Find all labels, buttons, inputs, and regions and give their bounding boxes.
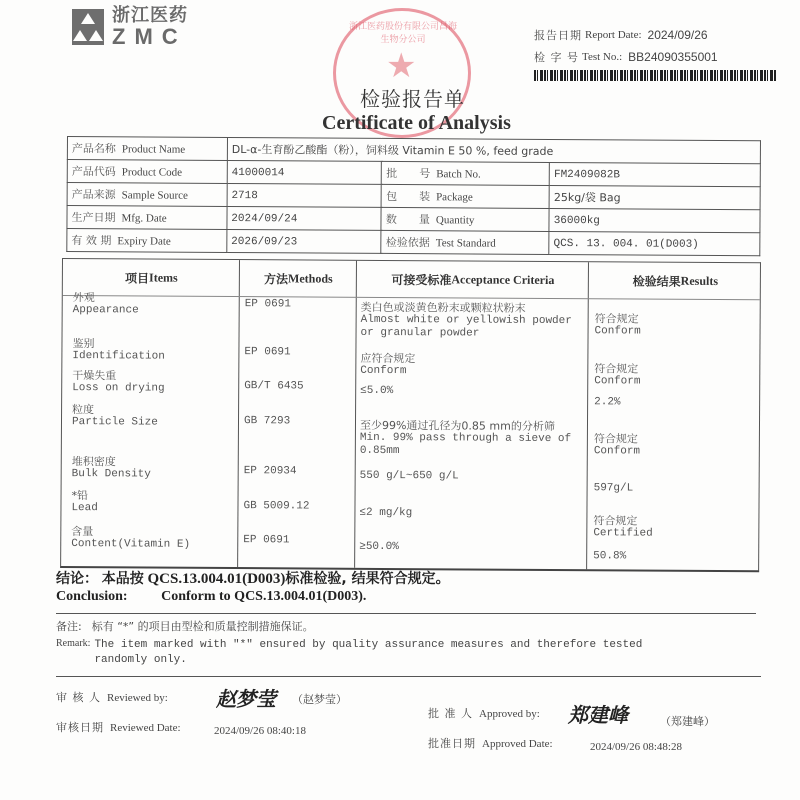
approver-block: 批 准 人 Approved by: 郑建峰 （郑建峰） 批准日期 Approved Date: 2024/09/26 08:48:28 [428, 705, 758, 755]
criteria-identification: 应符合规定 Conform [360, 351, 416, 378]
row-product-name: 产品名称 Product Name DL-α-生育酚乙酸酯（粉），饲料级 Vitamin E 50 %, feed grade [67, 137, 760, 164]
remark: 备注: 标有 “*” 的项目由型检和质量控制措施保证。 Remark: The item marked with "*" ensured by quality assurance measures and therefore tested randomly only. [56, 620, 643, 666]
header-items: 项目 Items [124, 270, 178, 286]
method-appearance: EP 0691 [244, 298, 291, 311]
item-content: 含量 Content(Vitamin E) [71, 525, 191, 551]
conclusion-standard: QCS.13.004.01(D003) [147, 571, 286, 587]
row-sample-source: 产品来源 Sample Source 2718 包 装 Package 25kg/袋 Bag [67, 183, 760, 210]
mfg-date-value: 2024/09/24 [231, 213, 298, 226]
item-lead: *铅 Lead [71, 489, 98, 515]
header-criteria: 可接受标准 Acceptance Criteria [391, 271, 555, 287]
expiry-date-value: 2026/09/23 [231, 236, 298, 249]
test-no-row: 检 字 号 Test No.: BB24090355001 [534, 50, 718, 64]
package-value: 25kg/袋 Bag [553, 190, 621, 205]
product-code-value: 41000014 [231, 167, 285, 180]
seal-star-icon: ★ [386, 46, 417, 86]
result-bulk-density: 597g/L [593, 482, 634, 495]
method-loss-on-drying: GB/T 6435 [244, 380, 304, 393]
result-particle-size: 符合规定 Conform [593, 432, 641, 458]
reviewer-signature: 赵梦莹 [216, 687, 276, 711]
test-results-table [60, 258, 761, 572]
item-bulk-density: 堆积密度 Bulk Density [71, 455, 151, 481]
criteria-appearance: 类白色或淡黄色粉末或颗粒状粉末 Almost white or yellowish powder or granular powder [360, 300, 572, 340]
product-info-table [66, 136, 761, 256]
divider [56, 676, 761, 677]
product-name-value: DL-α-生育酚乙酸酯（粉），饲料级 Vitamin E 50 %, feed grade [231, 143, 554, 158]
report-header-info [534, 24, 718, 68]
criteria-lead: ≤2 mg/kg [359, 506, 413, 520]
test-no: BB24090355001 [628, 50, 718, 64]
quantity-value: 36000kg [553, 214, 600, 228]
method-content: EP 0691 [243, 534, 290, 547]
criteria-bulk-density: 550 g/L~650 g/L [359, 469, 459, 483]
row-product-code: 产品代码 Product Code 41000014 批 号 Batch No. FM2409082B [67, 160, 760, 187]
criteria-particle-size: 至少99%通过孔径为0.85 mm的分析筛 Min. 99% pass through a sieve of 0.85mm [359, 418, 572, 458]
item-loss-on-drying: 干燥失重 Loss on drying [72, 369, 165, 395]
method-bulk-density: EP 20934 [243, 465, 297, 478]
seal-text: 浙江医药股份有限公司昌海生物分公司 [348, 22, 457, 45]
result-appearance: 符合规定 Conform [594, 312, 641, 338]
conclusion: 结论： 本品按 QCS.13.004.01(D003)标准检验, 结果符合规定。 Conclusion: Conform to QCS.13.004.01(D003). [56, 571, 450, 604]
divider [56, 613, 756, 614]
method-particle-size: GB 7293 [243, 415, 291, 428]
approver-signature: 郑建峰 [568, 703, 628, 727]
company-logo [72, 6, 188, 48]
report-date-row: 报告日期 Report Date: 2024/09/26 [534, 28, 708, 42]
title-cn: 检验报告单 [360, 87, 465, 111]
item-particle-size: 粒度 Particle Size [71, 403, 158, 429]
header-results: 检验结果 Results [632, 273, 719, 289]
batch-no-value: FM2409082B [553, 168, 621, 182]
header-methods: 方法 Methods [263, 270, 333, 286]
result-loss-on-drying: 2.2% [594, 396, 621, 409]
row-expiry-date: 有 效 期 Expiry Date 2026/09/23 检验依据 Test Standard QCS. 13. 004. 01(D003) [67, 229, 760, 256]
item-identification: 鉴别 Identification [72, 337, 165, 363]
reviewer-printed-name: （赵梦莹） [292, 693, 347, 706]
logo-en-text: ZMC [112, 23, 187, 49]
row-mfg-date: 生产日期 Mfg. Date 2024/09/24 数 量 Quantity 36000kg [67, 206, 760, 233]
logo-cn-text: 浙江医药 [112, 4, 188, 26]
title-en: Certificate of Analysis [322, 112, 511, 134]
result-identification: 符合规定 Conform [594, 362, 641, 388]
zmc-logo-icon [72, 9, 104, 45]
result-lead: 符合规定 Certified [593, 514, 653, 540]
reviewed-date: 2024/09/26 08:40:18 [214, 725, 306, 737]
criteria-content: ≥50.0% [359, 540, 399, 554]
result-content: 50.8% [593, 550, 627, 563]
barcode [534, 70, 776, 81]
method-identification: EP 0691 [244, 346, 291, 359]
item-appearance: 外观 Appearance [72, 291, 139, 317]
report-date: 2024/09/26 [647, 28, 708, 42]
reviewer-block: 审 核 人 Reviewed by: 赵梦莹 （赵梦莹） 审核日期 Reviewed Date: 2024/09/26 08:40:18 [56, 689, 386, 739]
approved-date: 2024/09/26 08:48:28 [590, 741, 682, 753]
sample-source-value: 2718 [231, 190, 258, 203]
method-lead: GB 5009.12 [243, 500, 310, 513]
approver-printed-name: （郑建峰） [660, 715, 715, 728]
test-standard-value: QCS. 13. 004. 01(D003) [553, 237, 699, 251]
criteria-loss-on-drying: ≤5.0% [360, 384, 394, 398]
